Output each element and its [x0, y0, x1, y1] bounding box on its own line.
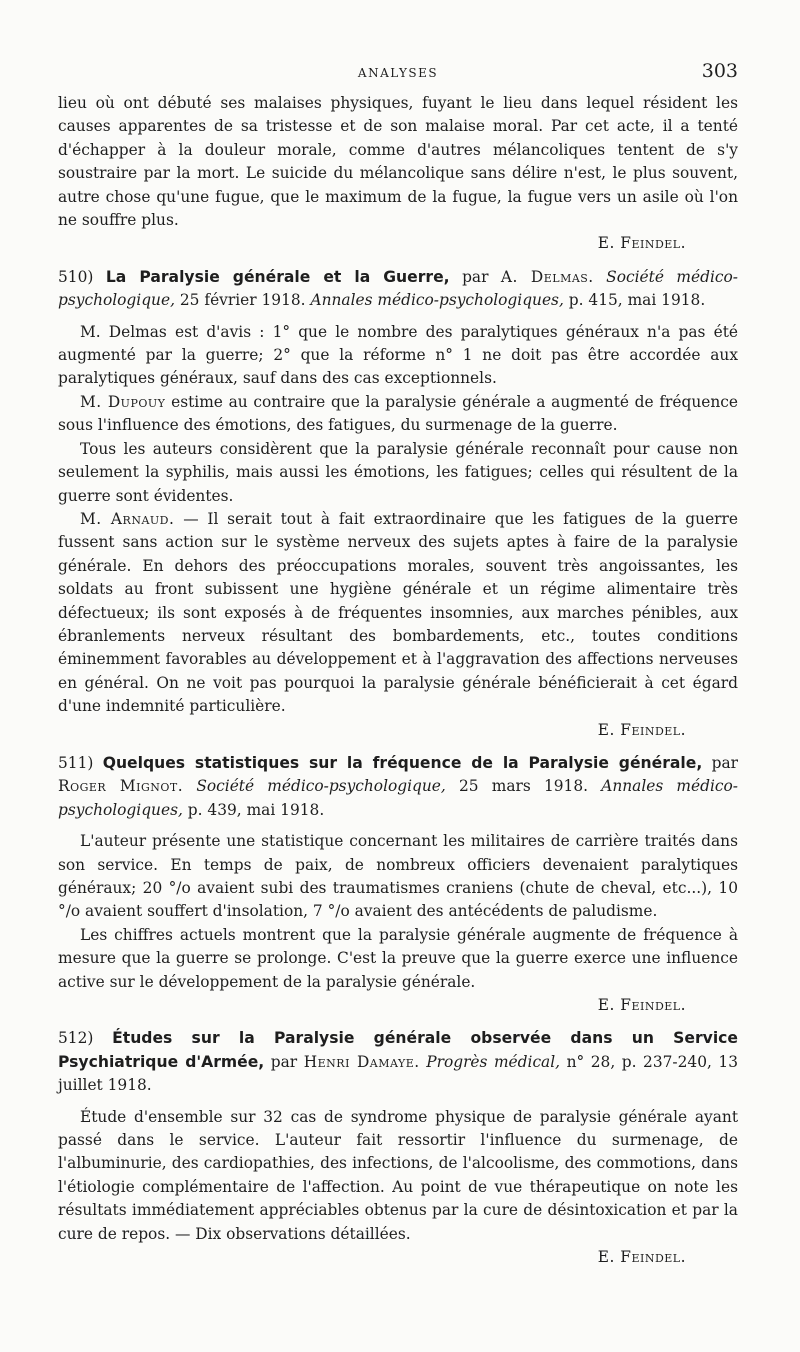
entry-heading — [58, 1027, 738, 1097]
entry-paragraph — [58, 391, 738, 438]
paragraph-lead: M. Delmas — [80, 322, 167, 341]
entry-paragraph — [58, 830, 738, 924]
entry-source-1: Progrès médical, — [426, 1052, 561, 1071]
entry-source-2: Annales médico-psychologiques, — [310, 291, 564, 310]
entry-title: Quelques statistiques sur la fréquence de la Paralysie générale, — [102, 753, 703, 772]
paragraph-lead: M. Dupouy — [80, 392, 166, 411]
entry-title: La Paralysie générale et la Guerre, — [105, 267, 450, 286]
paragraph-lead: M. Arnaud. — [80, 509, 175, 528]
paragraph-text: est d'avis : 1° que le nombre des paralytiques généraux n'a pas été augmenté par la guerre; 2° que la réforme n° 1 ne doit pas être accordée aux paralytiques généraux, sauf dans des cas exceptionnels. — [58, 322, 738, 388]
entry-paragraph — [58, 924, 738, 994]
page-number: 303 — [701, 60, 738, 82]
entry-signature: E. Feindel. — [597, 720, 686, 739]
paragraph-text: estime au contraire que la paralysie générale a augmenté de fréquence sous l'influence des émotions, des fatigues, du surmenage de la guerre. — [58, 392, 738, 435]
entry-source-1: Société médico-psychologique, — [196, 777, 446, 796]
entry-signature: E. Feindel. — [597, 996, 686, 1015]
author-prefix: par — [270, 1052, 298, 1071]
page-header — [58, 60, 738, 88]
entry-date-1: 25 mars 1918. — [459, 777, 589, 796]
entry-number: 512) — [58, 1029, 94, 1048]
entry-heading — [58, 752, 738, 822]
author-prefix: par — [711, 753, 738, 772]
author-prefix: par — [462, 267, 489, 286]
paragraph-text: L'auteur présente une statistique concernant les militaires de carrière traités dans son service. En temps de paix, de nombreux officiers devenaient paralytiques généraux; 20 °/o avaient subi des traumatismes craniens (chute de cheval, etc...), 10 °/o avaient souffert d'insolation, 7 °/o avaient des antécédents de paludisme. — [58, 832, 738, 921]
page-body — [58, 92, 738, 1270]
paragraph-text: Les chiffres actuels montrent que la paralysie générale augmente de fréquence à mesure que la guerre se prolonge. C'est la preuve que la guerre exerce une influence active sur le développement de la paralysie générale. — [58, 925, 738, 991]
entry-source-2: Annales médico-psychologiques, — [58, 777, 738, 819]
entry-paragraph — [58, 321, 738, 391]
entry-512 — [58, 1027, 738, 1269]
entry-date-1: n° 28, p. 237-240, 13 juillet 1918. — [58, 1052, 738, 1095]
entry-author: A. Delmas. — [500, 267, 594, 286]
entry-paragraph — [58, 508, 738, 719]
entry-date-2: p. 415, mai 1918. — [568, 291, 706, 310]
entry-author: Henri Damaye. — [303, 1052, 420, 1071]
entry-heading — [58, 266, 738, 313]
paragraph-text: Étude d'ensemble sur 32 cas de syndrome physique de paralysie générale ayant passé dans le service. L'auteur fait ressortir l'influence du surmenage, de l'albuminurie, des cardiopathies, des infections, de l'alcoolisme, des commotions, dans l'étiologie complémentaire de l'affection. Au point de vue thérapeutique on note les résultats immédiatement appréciables obtenus par la cure de désintoxication et par la cure de repos. — Dix observations détaillées. — [58, 1107, 738, 1243]
running-title: ANALYSES — [357, 66, 439, 80]
entry-510 — [58, 266, 738, 742]
entry-signature: E. Feindel. — [597, 1248, 686, 1267]
entry-title: Études sur la Paralysie générale observée dans un Service Psychiatrique d'Armée, — [58, 1029, 738, 1071]
entry-511 — [58, 752, 738, 1017]
intro-paragraph: lieu où ont débuté ses malaises physiques, fuyant le lieu dans lequel résident les causes apparentes de sa tristesse et de son malaise moral. Par cet acte, il a tenté d'échapper à la douleur morale, comme d'autres mélancoliques tentent de s'y soustraire par la mort. Le suicide du mélancolique sans délire n'est, le plus souvent, autre chose qu'une fugue, que le maximum de la fugue, la fugue vers un asile où l'on ne souffre plus. — [58, 94, 738, 230]
entry-author: Roger Mignot. — [58, 777, 184, 796]
paragraph-text: — Il serait tout à fait extraordinaire que les fatigues de la guerre fussent sans action sur le système nerveux des sujets aptes à faire de la paralysie générale. En dehors des préoccupations morales, souvent très angoissantes, les soldats au front subissent une hygiène générale et un régime alimentaire très défectueux; ils sont exposés à de fréquentes insomnies, aux marches pénibles, aux ébranlements nerveux résultant des bombardements, etc., toutes conditions éminemment favorables au développement et à l'aggravation des affections nerveuses en général. On ne voit pas pourquoi la paralysie générale bénéficierait à cet égard d'une indemnité particulière. — [58, 509, 738, 716]
entry-paragraph — [58, 438, 738, 508]
paragraph-text: Tous les auteurs considèrent que la paralysie générale reconnaît pour cause non seulement la syphilis, mais aussi les émotions, les fatigues; celles qui résultent de la guerre sont évidentes. — [58, 439, 738, 505]
entry-number: 511) — [58, 753, 94, 772]
entry-date-2: p. 439, mai 1918. — [187, 800, 325, 819]
entry-source-1: Société médico-psychologique, — [58, 267, 738, 310]
entry-paragraph — [58, 1106, 738, 1246]
intro-signature: E. Feindel. — [597, 234, 686, 253]
entry-date-1: 25 février 1918. — [179, 291, 306, 310]
entry-number: 510) — [58, 267, 94, 286]
